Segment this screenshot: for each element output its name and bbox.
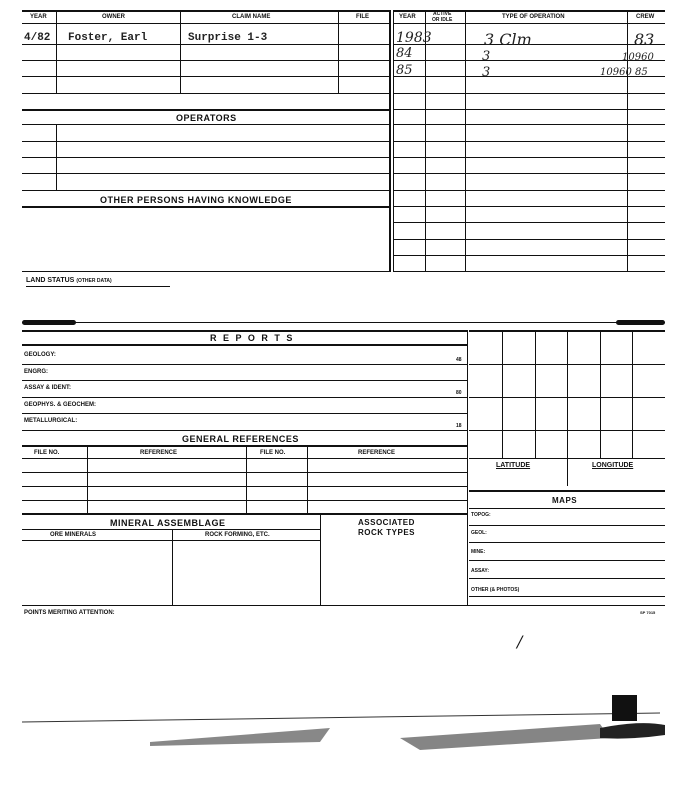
rule bbox=[22, 157, 390, 158]
rule bbox=[616, 320, 665, 325]
maps-other: OTHER (& PHOTOS) bbox=[471, 587, 520, 593]
scan-line bbox=[22, 713, 660, 722]
rule bbox=[393, 239, 665, 240]
scan-block bbox=[612, 695, 637, 721]
metallurgical-label: METALLURGICAL: bbox=[24, 418, 78, 424]
rule bbox=[465, 10, 466, 272]
rule bbox=[22, 330, 468, 332]
ref-file-no-1: FILE NO. bbox=[34, 450, 60, 456]
rule bbox=[22, 76, 390, 77]
rule bbox=[22, 141, 390, 142]
rule bbox=[22, 124, 390, 125]
points-meriting-label: POINTS MERITING ATTENTION: bbox=[24, 610, 115, 616]
rule bbox=[567, 332, 568, 486]
maps-topog: TOPOG: bbox=[471, 512, 491, 518]
rule bbox=[393, 206, 665, 207]
rule bbox=[22, 605, 665, 606]
type-of-operation-header: TYPE OF OPERATION bbox=[502, 14, 565, 20]
owner-name: Foster, Earl bbox=[68, 32, 148, 44]
or-idle-header: OR IDLE bbox=[432, 17, 453, 23]
scan-artifact bbox=[0, 680, 678, 790]
rule bbox=[22, 364, 468, 365]
op-year-header: YEAR bbox=[399, 14, 416, 20]
rule bbox=[22, 10, 390, 12]
rule bbox=[469, 458, 665, 459]
rule bbox=[22, 445, 468, 447]
rule bbox=[307, 447, 308, 514]
maps-assay: ASSAY: bbox=[471, 568, 490, 574]
rule bbox=[22, 430, 468, 431]
land-status bbox=[26, 277, 112, 284]
rule bbox=[469, 596, 665, 597]
op-year-2: 84 bbox=[396, 46, 413, 61]
rule bbox=[22, 60, 390, 61]
rule bbox=[22, 500, 468, 501]
op-type-1: 3 Clm bbox=[484, 30, 532, 49]
rule bbox=[389, 10, 391, 272]
owner-year: 4/82 bbox=[24, 32, 51, 44]
rule bbox=[393, 109, 665, 110]
rock-types-label: ROCK TYPES bbox=[358, 528, 416, 537]
rule bbox=[393, 190, 665, 191]
rule bbox=[502, 332, 503, 458]
assay-ident-label: ASSAY & IDENT: bbox=[24, 385, 72, 391]
op-type-2: 3 bbox=[482, 49, 491, 64]
geology-label: GEOLOGY: bbox=[24, 352, 56, 358]
scan-smudge bbox=[600, 723, 665, 738]
stray-mark: / bbox=[517, 632, 523, 651]
operators-title: OPERATORS bbox=[176, 113, 237, 123]
maps-title: MAPS bbox=[552, 496, 578, 505]
rule bbox=[22, 529, 320, 530]
rule bbox=[22, 472, 468, 473]
rule bbox=[22, 380, 468, 381]
rule bbox=[393, 255, 665, 256]
other-persons-title: OTHER PERSONS HAVING KNOWLEDGE bbox=[100, 195, 292, 205]
rule bbox=[56, 124, 57, 190]
ore-minerals-label: ORE MINERALS bbox=[50, 532, 97, 538]
file-header: FILE bbox=[356, 14, 369, 20]
geophys-geochem-label: GEOPHYS. & GEOCHEM: bbox=[24, 402, 97, 408]
maps-geol: GEOL: bbox=[471, 530, 487, 536]
rule bbox=[469, 578, 665, 579]
rule bbox=[22, 458, 468, 459]
reports-title: R E P O R T S bbox=[210, 333, 295, 343]
op-crew-1: 83 bbox=[634, 30, 655, 49]
rule bbox=[393, 23, 665, 24]
rule bbox=[22, 344, 468, 346]
rule bbox=[393, 271, 665, 272]
rule bbox=[425, 10, 426, 272]
rule bbox=[469, 525, 665, 526]
rule bbox=[87, 447, 88, 514]
op-crew-3: 10960 85 bbox=[600, 67, 648, 78]
rule bbox=[22, 173, 390, 174]
rule bbox=[26, 286, 170, 287]
scan-smudge bbox=[150, 728, 330, 746]
rule bbox=[393, 173, 665, 174]
latitude-label: LATITUDE bbox=[496, 462, 531, 469]
op-crew-2: 10960 bbox=[622, 52, 654, 63]
op-year-3: 85 bbox=[396, 63, 413, 78]
claim-name-header: CLAIM NAME bbox=[232, 14, 271, 20]
rule bbox=[22, 540, 320, 541]
marker-18: 18 bbox=[456, 423, 462, 429]
rule bbox=[172, 529, 173, 606]
active-header: ACTIVE bbox=[433, 11, 452, 17]
rule bbox=[22, 397, 468, 398]
rule bbox=[632, 332, 633, 458]
ref-reference-1: REFERENCE bbox=[140, 450, 178, 456]
associated-label: ASSOCIATED bbox=[358, 518, 415, 527]
scan-smudge bbox=[400, 724, 610, 750]
rule bbox=[627, 10, 628, 272]
op-year-1: 1983 bbox=[396, 30, 432, 46]
rule bbox=[393, 222, 665, 223]
rule bbox=[22, 23, 390, 24]
mineral-assemblage-title: MINERAL ASSEMBLAGE bbox=[110, 518, 226, 528]
rule bbox=[393, 141, 665, 142]
rule bbox=[469, 397, 665, 398]
rule bbox=[180, 10, 181, 93]
rule bbox=[22, 93, 390, 94]
rule bbox=[469, 490, 665, 492]
rule bbox=[246, 447, 247, 514]
rule bbox=[338, 10, 339, 93]
rule bbox=[600, 332, 601, 458]
general-references-title: GENERAL REFERENCES bbox=[182, 434, 299, 444]
rule bbox=[22, 109, 390, 111]
rule bbox=[22, 513, 468, 515]
rule bbox=[22, 44, 390, 45]
rule bbox=[22, 271, 390, 272]
rule bbox=[469, 508, 665, 509]
rule bbox=[469, 560, 665, 561]
rule bbox=[469, 542, 665, 543]
rule bbox=[393, 93, 665, 94]
rule bbox=[467, 330, 468, 606]
rule bbox=[56, 10, 57, 93]
rule bbox=[22, 322, 665, 323]
rule bbox=[535, 332, 536, 458]
rule bbox=[393, 157, 665, 158]
rule bbox=[469, 430, 665, 431]
rule bbox=[22, 486, 468, 487]
engrg-label: ENGRG: bbox=[24, 369, 48, 375]
rule bbox=[22, 413, 468, 414]
crew-header: CREW bbox=[636, 14, 655, 20]
year-header: YEAR bbox=[30, 14, 47, 20]
longitude-label: LONGITUDE bbox=[592, 462, 634, 469]
rule bbox=[393, 124, 665, 125]
rock-forming-label: ROCK FORMING, ETC. bbox=[205, 532, 270, 538]
maps-mine: MINE: bbox=[471, 549, 486, 555]
land-status-note: (OTHER DATA) bbox=[76, 278, 112, 284]
ref-file-no-2: FILE NO. bbox=[260, 450, 286, 456]
rule bbox=[22, 190, 390, 191]
marker-80: 80 bbox=[456, 390, 462, 396]
land-status-label: LAND STATUS bbox=[26, 277, 75, 284]
rule bbox=[22, 206, 390, 208]
form-number: SP 7015 bbox=[640, 610, 656, 615]
ref-reference-2: REFERENCE bbox=[358, 450, 396, 456]
rule bbox=[469, 364, 665, 365]
marker-48: 48 bbox=[456, 357, 462, 363]
owner-header: OWNER bbox=[102, 14, 125, 20]
claim-name: Surprise 1-3 bbox=[188, 32, 268, 44]
op-type-3: 3 bbox=[482, 65, 491, 80]
rule bbox=[320, 514, 321, 606]
